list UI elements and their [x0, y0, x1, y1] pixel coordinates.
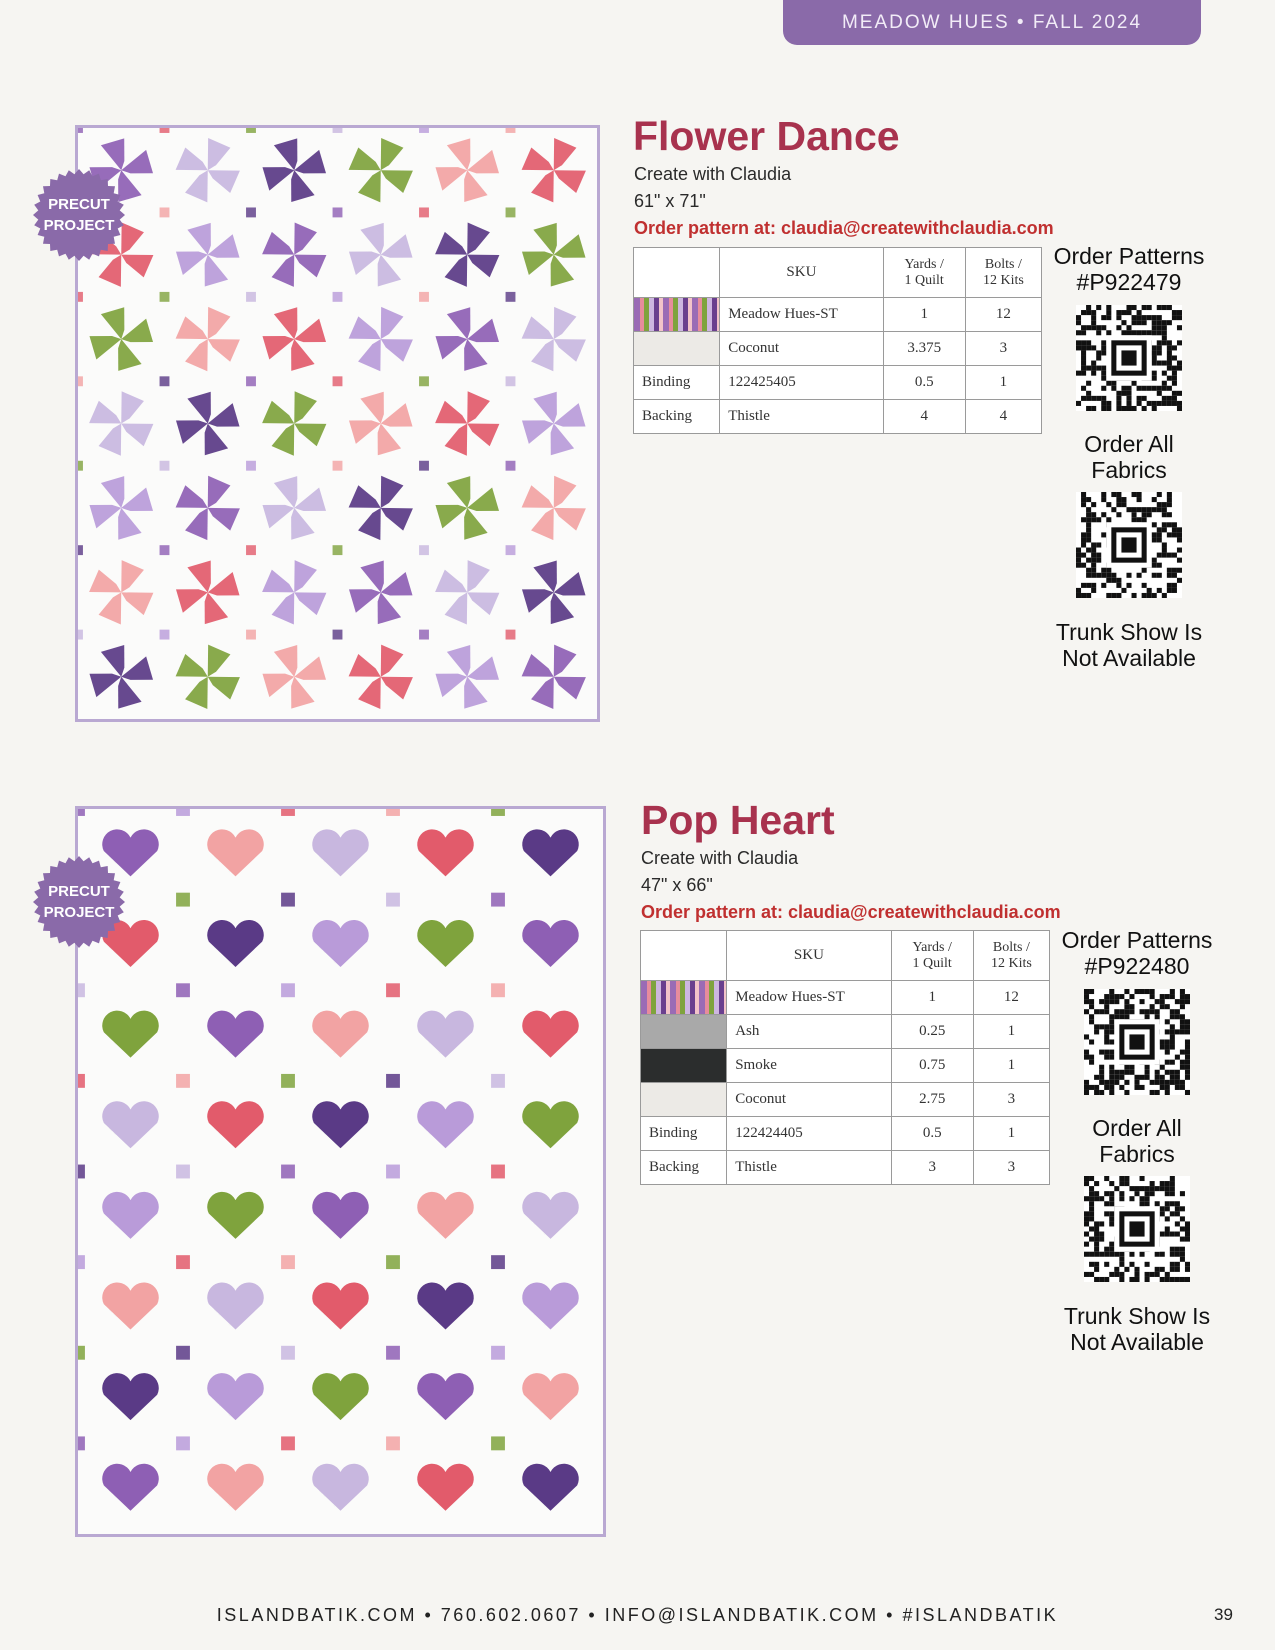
order-patterns-label: Order Patterns #P922479: [1053, 243, 1205, 295]
sku-cell: Meadow Hues-ST: [727, 981, 891, 1015]
sku-cell: 122425405: [720, 366, 883, 400]
yards-cell: 4: [883, 400, 965, 434]
table-row: [641, 1083, 1050, 1117]
project-title: Flower Dance: [633, 113, 900, 159]
table-header-row: [641, 931, 1050, 981]
badge-line-2: PROJECT: [43, 904, 115, 921]
project-meta: [634, 161, 1054, 242]
header-sku: SKU: [720, 248, 883, 298]
table-row: [641, 1117, 1050, 1151]
yards-cell: 1: [891, 981, 973, 1015]
header-yards: Yards / 1 Quilt: [891, 931, 973, 981]
table-row: [641, 981, 1050, 1015]
fabric-swatch: [641, 981, 727, 1015]
bolts-cell: 3: [973, 1083, 1049, 1117]
header-bolts: Bolts / 12 Kits: [973, 931, 1049, 981]
yards-cell: 0.75: [891, 1049, 973, 1083]
header-blank: [641, 931, 727, 981]
row-label: Backing: [641, 1151, 727, 1185]
badge-line-1: PRECUT: [48, 883, 110, 900]
quilt-size: 47" x 66": [641, 875, 713, 895]
order-fabrics-label: Order All Fabrics: [1092, 1115, 1182, 1167]
order-pattern-link[interactable]: Order pattern at: claudia@createwithclaudia.com: [634, 218, 1054, 238]
sku-cell: 122424405: [727, 1117, 891, 1151]
bolts-cell: 1: [973, 1117, 1049, 1151]
bolts-cell: 3: [973, 1151, 1049, 1185]
header-yards: Yards / 1 Quilt: [883, 248, 965, 298]
badge-line-1: PRECUT: [48, 196, 110, 213]
quilt-size: 61" x 71": [634, 191, 706, 211]
order-fabrics-qr-code[interactable]: [1084, 1176, 1190, 1282]
catalog-header-label: MEADOW HUES • FALL 2024: [841, 11, 1143, 33]
table-header-row: [634, 248, 1042, 298]
sku-cell: Thistle: [727, 1151, 891, 1185]
precut-project-badge: [33, 856, 125, 948]
yards-cell: 2.75: [891, 1083, 973, 1117]
precut-project-badge: [33, 169, 125, 261]
fabric-swatch: [641, 1049, 727, 1083]
table-row: [634, 298, 1042, 332]
table-row: [641, 1015, 1050, 1049]
bolts-cell: 1: [965, 366, 1041, 400]
fabric-swatch: [641, 1015, 727, 1049]
order-patterns-label: Order Patterns #P922480: [1061, 927, 1213, 979]
sku-cell: Smoke: [727, 1049, 891, 1083]
flower-dance-quilt-image: [75, 125, 600, 722]
bolts-cell: 3: [965, 332, 1041, 366]
page-number: 39: [1214, 1605, 1233, 1624]
header-sku: SKU: [727, 931, 891, 981]
order-fabrics-qr-code[interactable]: [1076, 492, 1182, 598]
project-title: Pop Heart: [641, 797, 835, 843]
project-meta: [641, 845, 1061, 926]
bolts-cell: 4: [965, 400, 1041, 434]
bolts-cell: 12: [965, 298, 1041, 332]
yards-cell: 0.25: [891, 1015, 973, 1049]
order-patterns-qr-code[interactable]: [1076, 305, 1182, 411]
row-label: Backing: [634, 400, 720, 434]
table-row: [634, 366, 1042, 400]
yards-cell: 3: [891, 1151, 973, 1185]
table-row: [634, 332, 1042, 366]
fabric-swatch: [641, 1083, 727, 1117]
bolts-cell: 1: [973, 1049, 1049, 1083]
designer-name: Create with Claudia: [641, 848, 799, 868]
bolts-cell: 12: [973, 981, 1049, 1015]
row-label: Binding: [641, 1117, 727, 1151]
fabric-requirements-table: [640, 930, 1050, 1185]
sku-cell: Coconut: [720, 332, 883, 366]
sku-cell: Thistle: [720, 400, 883, 434]
catalog-header-tab: [783, 0, 1201, 45]
header-blank: [634, 248, 720, 298]
fabric-requirements-table: [633, 247, 1042, 434]
yards-cell: 3.375: [883, 332, 965, 366]
bolts-cell: 1: [973, 1015, 1049, 1049]
pop-heart-quilt-image: [75, 806, 606, 1537]
badge-line-2: PROJECT: [43, 217, 115, 234]
trunk-show-label: Trunk Show Is Not Available: [1055, 619, 1203, 671]
yards-cell: 1: [883, 298, 965, 332]
sku-cell: Ash: [727, 1015, 891, 1049]
trunk-show-label: Trunk Show Is Not Available: [1063, 1303, 1211, 1355]
order-fabrics-label: Order All Fabrics: [1084, 431, 1174, 483]
sku-cell: Coconut: [727, 1083, 891, 1117]
footer-contact: ISLANDBATIK.COM • 760.602.0607 • INFO@ISLANDBATIK.COM • #ISLANDBATIK: [216, 1605, 1059, 1625]
yards-cell: 0.5: [891, 1117, 973, 1151]
table-row: [641, 1151, 1050, 1185]
fabric-swatch: [634, 298, 720, 332]
sku-cell: Meadow Hues-ST: [720, 298, 883, 332]
header-bolts: Bolts / 12 Kits: [965, 248, 1041, 298]
fabric-swatch: [634, 332, 720, 366]
designer-name: Create with Claudia: [634, 164, 792, 184]
table-row: [641, 1049, 1050, 1083]
order-pattern-link[interactable]: Order pattern at: claudia@createwithclaudia.com: [641, 902, 1061, 922]
table-row: [634, 400, 1042, 434]
row-label: Binding: [634, 366, 720, 400]
order-patterns-qr-code[interactable]: [1084, 989, 1190, 1095]
yards-cell: 0.5: [883, 366, 965, 400]
